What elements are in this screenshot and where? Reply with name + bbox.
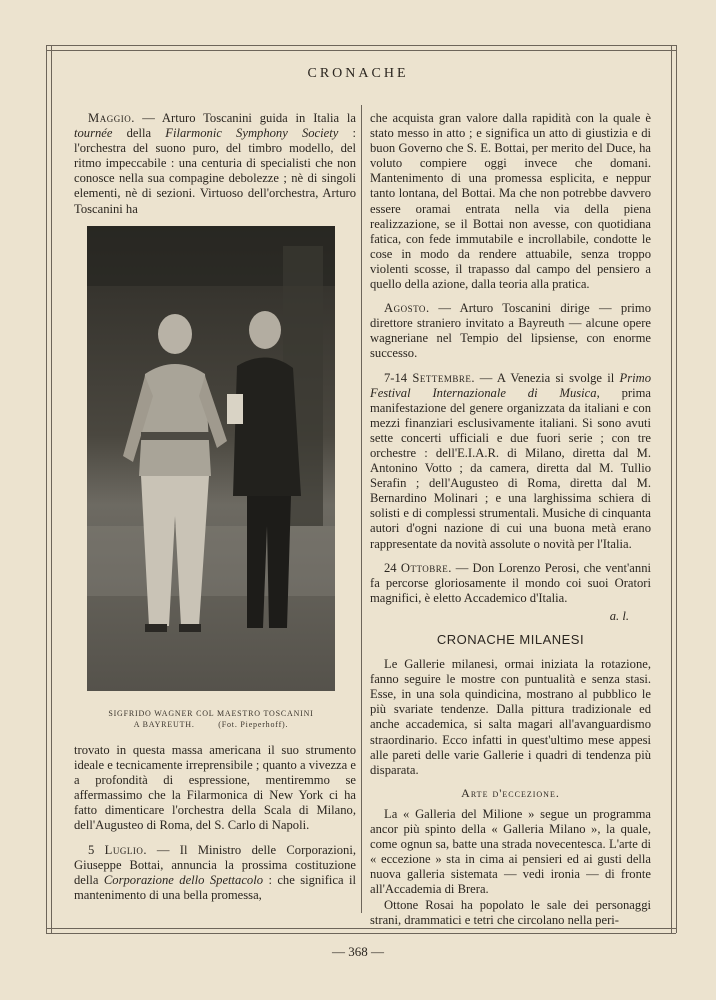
text-run: . — Arturo Toscanini guida in Italia la <box>131 111 356 125</box>
page-header-title: CRONACHE <box>307 66 409 81</box>
caption-line-1: SIGFRIDO WAGNER COL MAESTRO TOSCANINI <box>108 709 314 718</box>
column-divider <box>361 105 362 913</box>
figure-left-head <box>158 314 192 354</box>
text-run: 7-14 <box>384 370 413 385</box>
figure-right-coat <box>233 357 301 496</box>
text-run: . — Il Ministro delle Corporazioni, Giuseppe Bottai, annuncia la prossima costituzione della <box>74 842 356 887</box>
paragraph-settembre <box>370 371 651 552</box>
frame-right-rule <box>671 45 677 933</box>
text-run: della <box>112 126 166 141</box>
text-run: . — A Venezia si svolge il <box>471 370 620 385</box>
text-run: : che significa il mantenimento di una bella promessa, <box>74 872 356 902</box>
text-run: . — Don Lorenzo Perosi, che vent'anni fa percorse gloriosamente il mondo coi suoi Oratori magnifici, è eletto Accademico d'Italia. <box>370 560 651 605</box>
paragraph-bottai-continuation <box>370 111 651 292</box>
paragraph-luglio <box>74 843 356 903</box>
paragraph-galleria-milione <box>370 807 651 898</box>
text-run: Corporazione dello Spettacolo <box>103 872 264 887</box>
text-run: Filarmonic Symphony Society <box>165 126 339 141</box>
paragraph-continuation <box>74 743 356 834</box>
caption-line-2 <box>80 719 342 730</box>
page-number: — 368 — <box>332 944 384 959</box>
text-run: Ottobre <box>400 560 449 575</box>
photo-caption <box>80 708 342 730</box>
figure-left-sweater <box>139 364 211 476</box>
text-run: 24 <box>384 560 401 575</box>
text-run: Maggio <box>88 111 132 125</box>
paragraph-agosto <box>370 301 651 361</box>
text-run: Primo Festival Internazionale di Musica <box>370 370 651 400</box>
text-run: Agosto <box>384 301 426 316</box>
text-run: tournée <box>74 126 113 141</box>
text-run: 5 <box>88 842 105 857</box>
frame-left-rule <box>46 45 52 933</box>
caption-location: A BAYREUTH. <box>133 720 195 729</box>
paragraph-ottobre <box>370 561 651 606</box>
text-run: Luglio <box>104 842 144 857</box>
paragraph-ottone-rosai <box>370 898 651 928</box>
section-title-cronache-milanesi: CRONACHE MILANESI <box>436 632 585 647</box>
caption-credit: (Fot. Pieperhoff). <box>218 720 289 729</box>
subheading-arte-eccezione: Arte d'eccezione. <box>461 785 560 800</box>
paragraph-maggio <box>74 111 356 217</box>
text-run: : l'orchestra del suono puro, del timbro modello, del ritmo impeccabile : una centuria di specialisti che non conosce nella sua compagine debolezze ; nè di singoli elementi, nè di sezioni. Virtuoso dell'orchestra, Arturo Toscanini ha <box>74 126 356 216</box>
frame-top-rule <box>46 45 676 51</box>
photo-illustration <box>87 226 335 691</box>
photograph-wagner-toscanini <box>87 226 335 691</box>
figure-right-head <box>249 311 281 349</box>
text-run: La « Galleria del Milione » segue un programma ancor più spinto della « Galleria Milano », la quale, come ognun sa, batte una strada novecentesca. L'arte di « eccezione » sta in cima ai pensieri ed ai gusti della nuova galleria sistemata — vedi ironia — di fronte all'Accademia di Brera. <box>370 806 651 897</box>
right-column <box>370 111 651 928</box>
text-run: Ottone Rosai ha popolato le sale dei personaggi strani, drammatici e tetri che circolano nella peri- <box>370 897 651 927</box>
left-column-upper <box>74 111 356 217</box>
text-run: . — Arturo Toscanini dirige — primo direttore straniero invitato a Bayreuth — alcune opere wagneriane nel Tempio del lipsiense, con enorme successo. <box>370 301 651 361</box>
frame-bottom-rule <box>46 928 676 934</box>
left-column-lower <box>74 743 356 903</box>
text-run: Le Gallerie milanesi, ormai iniziata la rotazione, fanno seguire le mostre con puntualità e senza stasi. Esse, in una sola quindicina, mostrano al pubblico le più svariate tendenze. Dalla pittura tradizionale ed anche accademica, si salta magari all'avanguardismo straordinario. Ecco infatti in quest'ultimo mese appesi alle pareti delle varie Gallerie i quadri di tendenza più disparata. <box>370 657 651 777</box>
text-run: , prima manifestazione del genere organizzata da italiani e con mezzi finanziari esclusivamente italiani. Si sono avuti sette concerti ufficiali e due fuori serie ; con tre orchestre : dell'E.I.A.R. di Milano, diretta dal M. Antonino Votto ; da camera, diretta dal M. Tullio Serafin ; dell'Augusteo di Roma, diretta dal M. Bernardino Molinari ; e una larghissima schiera di solisti e di complessi strumentali. Musiche di cinquanta autori d'ogni nazione di cui una buona metà erano rappresentate da novità assolute o novità per l'Italia. <box>370 385 651 551</box>
text-run: trovato in questa massa americana il suo strumento ideale e tecnicamente irreprensibile ; quanto a vivezza e a profondità di espressione, mentiremmo se affermassimo che la Filarmonica di New York ci ha fatto dimenticare l'orchestra della Scala di Milano, dell'Augusteo di Roma, del S. Carlo di Napoli. <box>74 743 356 833</box>
paragraph-gallerie <box>370 657 651 778</box>
text-run: che acquista gran valore dalla rapidità con la quale è stato messo in atto ; e significa un atto di giustizia e di buon Governo che S. E. Bottai, per merito del Duce, ha voluto compiere oggi invece che domani. Mantenimento di una promessa esplicita, e neppur tanto lontana, del Bottai. Ma che non potrebbe davvero essere oramai entrata nella via della piena realizzazione, se il Bottai non avesse, con quotidiana fatica, con fede immutabile e incrollabile, condotte le cose in modo da rendere attuabile, senza troppo violenti scosse, il trapasso dal campo del pensiero a quello della azione, dalla teoria alla pratica. <box>370 111 651 292</box>
author-signoff: a. l. <box>609 608 629 623</box>
text-run: Settembre <box>412 370 472 385</box>
